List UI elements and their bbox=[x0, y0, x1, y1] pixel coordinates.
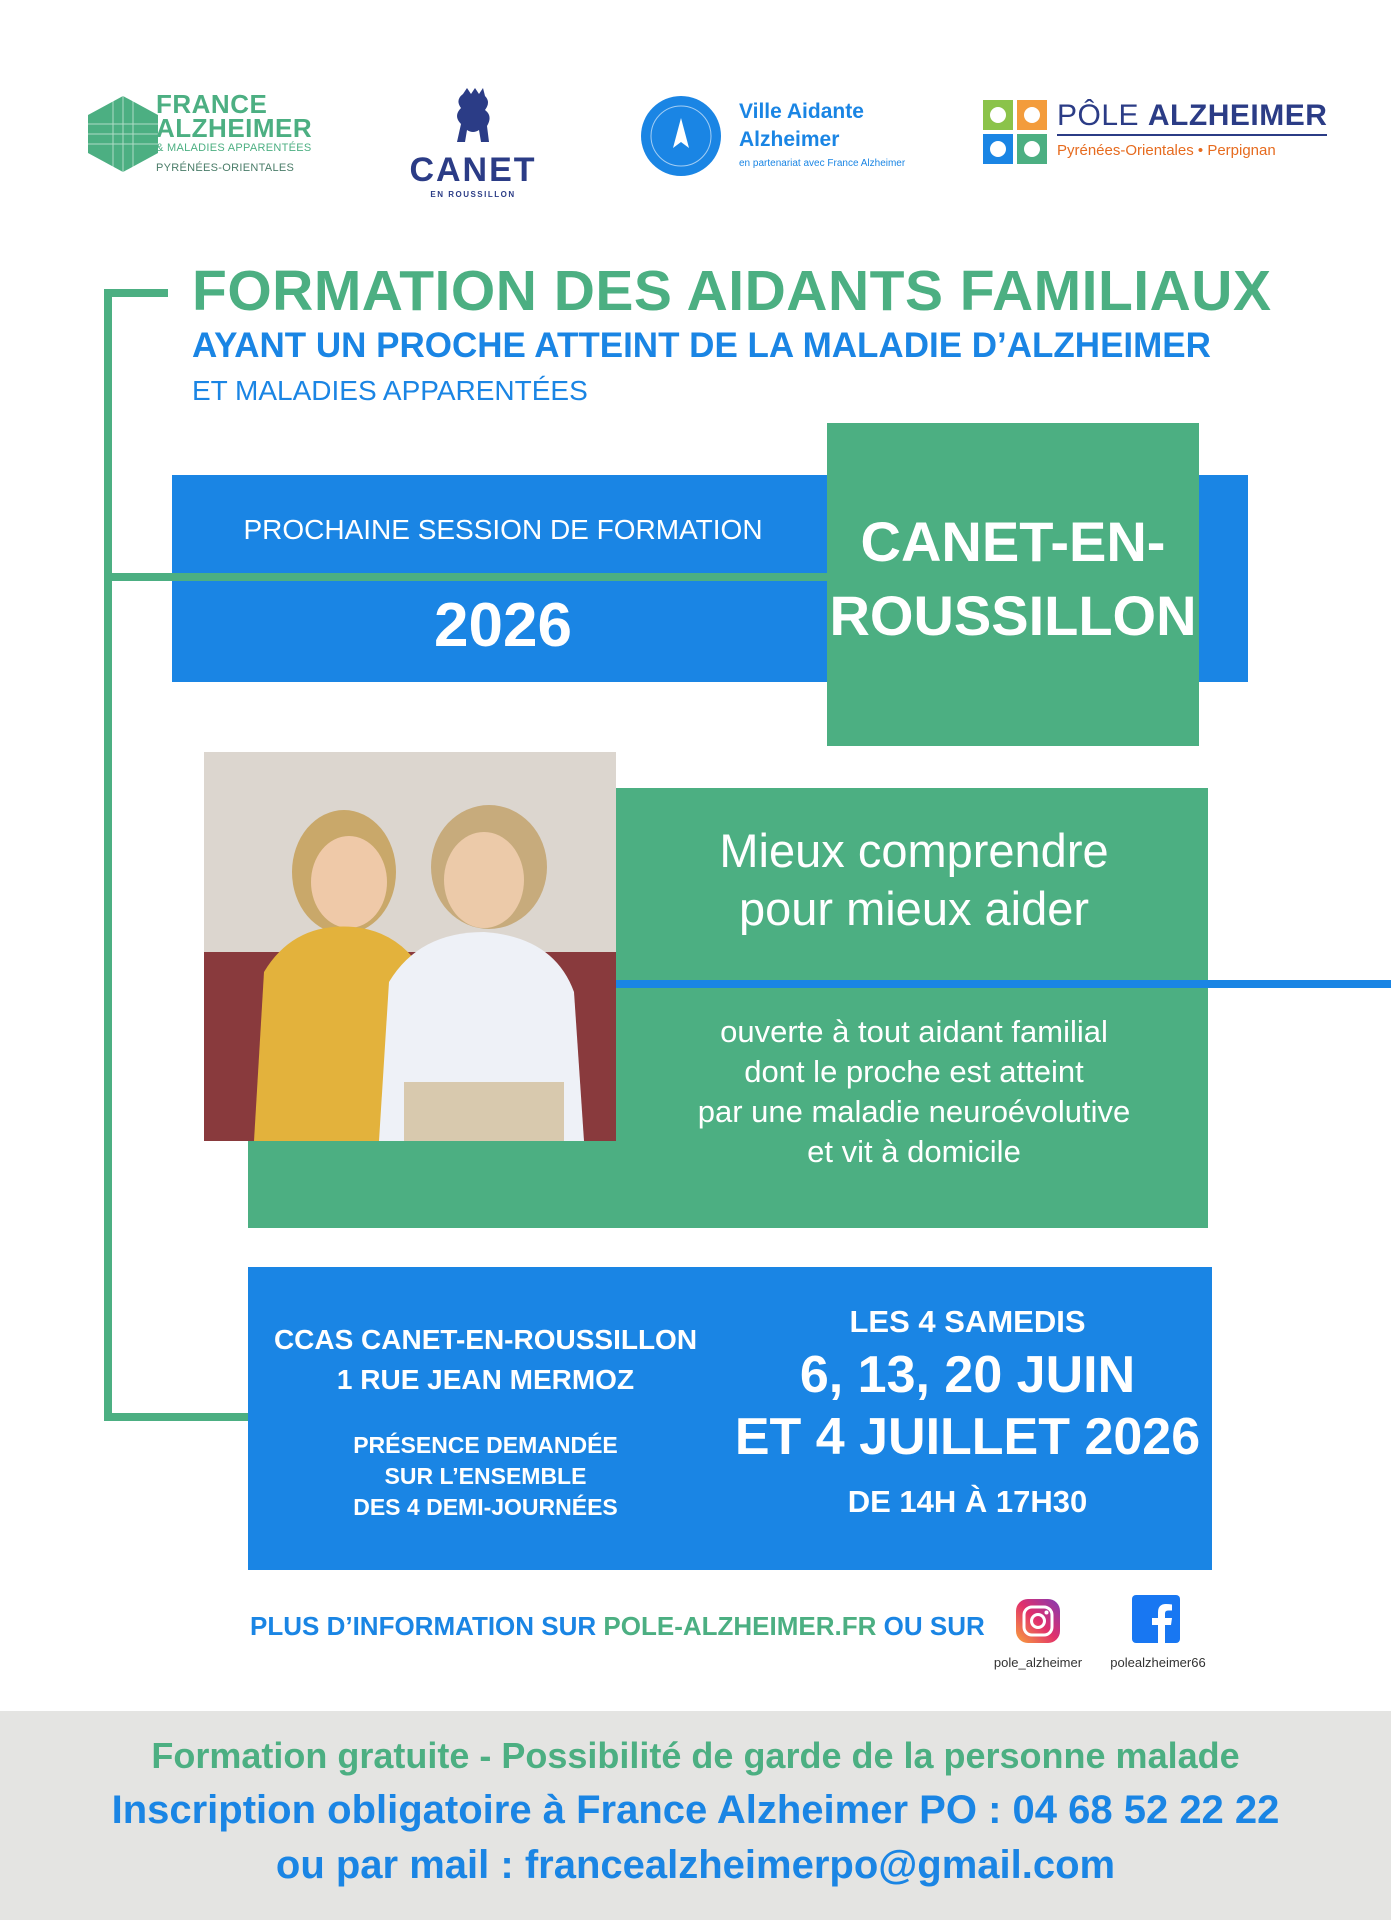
info-prefix: PLUS D’INFORMATION SUR bbox=[250, 1611, 604, 1641]
green-bracket bbox=[104, 1413, 249, 1421]
pole-alzheimer-logo-icon bbox=[983, 100, 1047, 164]
france-alzheimer-logo-icon bbox=[83, 94, 163, 174]
location-name: CCAS CANET-EN-ROUSSILLON bbox=[273, 1324, 698, 1355]
green-bracket bbox=[104, 289, 168, 297]
description-line: et vit à domicile bbox=[807, 1134, 1021, 1169]
tagline bbox=[620, 822, 1208, 938]
footer-free-training: Formation gratuite - Possibilité de garde de la personne malade bbox=[151, 1735, 1240, 1776]
more-info bbox=[250, 1611, 985, 1642]
logo-text: CANET bbox=[409, 151, 537, 189]
logo-text: en partenariat avec France Alzheimer bbox=[739, 158, 906, 169]
description-line: par une maladie neuroévolutive bbox=[697, 1094, 1131, 1129]
divider bbox=[614, 980, 1391, 988]
note-line: PRÉSENCE DEMANDÉE bbox=[353, 1432, 618, 1458]
facebook-icon[interactable] bbox=[1132, 1595, 1180, 1643]
logo-text: ALZHEIMER bbox=[1147, 99, 1328, 132]
compass-icon bbox=[641, 96, 721, 176]
location-block bbox=[248, 1320, 723, 1523]
website-link[interactable]: POLE-ALZHEIMER.FR bbox=[603, 1611, 877, 1641]
logo-text bbox=[1057, 100, 1327, 136]
canet-logo bbox=[400, 86, 546, 199]
note-line: DES 4 DEMI-JOURNÉES bbox=[353, 1494, 618, 1520]
description-line: dont le proche est atteint bbox=[744, 1054, 1084, 1089]
session-label: PROCHAINE SESSION DE FORMATION bbox=[243, 514, 763, 545]
time-range: DE 14H À 17H30 bbox=[847, 1484, 1088, 1519]
facebook-handle[interactable]: polealzheimer66 bbox=[1110, 1655, 1206, 1670]
instagram-icon[interactable] bbox=[1014, 1597, 1062, 1645]
audience-description bbox=[620, 1012, 1208, 1172]
logo-text: PÔLE bbox=[1057, 99, 1140, 132]
logo-text: ALZHEIMER bbox=[156, 113, 313, 143]
info-suffix: OU SUR bbox=[876, 1611, 985, 1641]
logo-text: PYRÉNÉES-ORIENTALES bbox=[156, 162, 295, 174]
description-line: ouverte à tout aidant familial bbox=[720, 1014, 1108, 1049]
location-address: 1 RUE JEAN MERMOZ bbox=[336, 1364, 635, 1395]
tagline-line: pour mieux aider bbox=[738, 882, 1090, 935]
instagram-handle[interactable]: pole_alzheimer bbox=[993, 1655, 1083, 1670]
logo-text: Pyrénées-Orientales • Perpignan bbox=[1057, 142, 1276, 159]
france-alzheimer-logo bbox=[156, 89, 313, 174]
tagline-line: Mieux comprendre bbox=[719, 824, 1109, 877]
note-line: SUR L’ENSEMBLE bbox=[384, 1463, 587, 1489]
city-name-line: CANET-EN- bbox=[860, 510, 1166, 573]
dates-list: 6, 13, 20 JUIN bbox=[799, 1346, 1136, 1404]
dates-intro: LES 4 SAMEDIS bbox=[849, 1304, 1086, 1339]
lion-crest-icon bbox=[445, 86, 501, 150]
footer-email[interactable]: ou par mail : francealzheimerpo@gmail.com bbox=[275, 1843, 1116, 1887]
green-bracket bbox=[104, 289, 112, 1421]
pole-alzheimer-logo bbox=[1057, 100, 1327, 159]
session-year: 2026 bbox=[434, 591, 572, 660]
page-subtitle: ET MALADIES APPARENTÉES bbox=[192, 375, 588, 406]
footer-registration: Inscription obligatoire à France Alzheimer PO : 04 68 52 22 22 bbox=[111, 1788, 1280, 1832]
city-name bbox=[827, 505, 1199, 653]
caregivers-photo bbox=[204, 752, 616, 1141]
logo-text: EN ROUSSILLON bbox=[430, 190, 516, 199]
dates-list: ET 4 JUILLET 2026 bbox=[734, 1408, 1201, 1466]
logo-text: Ville Aidante bbox=[739, 100, 864, 123]
ville-aidante-logo bbox=[739, 98, 905, 169]
green-bracket bbox=[104, 573, 834, 581]
logo-text: & MALADIES APPARENTÉES bbox=[156, 142, 312, 154]
page-subtitle: AYANT UN PROCHE ATTEINT DE LA MALADIE D’ALZHEIMER bbox=[192, 326, 1211, 365]
dates-block bbox=[723, 1300, 1212, 1524]
logo-text: FRANCE bbox=[156, 89, 268, 119]
attendance-note bbox=[248, 1430, 723, 1523]
page-title: FORMATION DES AIDANTS FAMILIAUX bbox=[192, 259, 1272, 323]
city-name-line: ROUSSILLON bbox=[829, 584, 1197, 647]
logo-text: Alzheimer bbox=[739, 128, 840, 151]
